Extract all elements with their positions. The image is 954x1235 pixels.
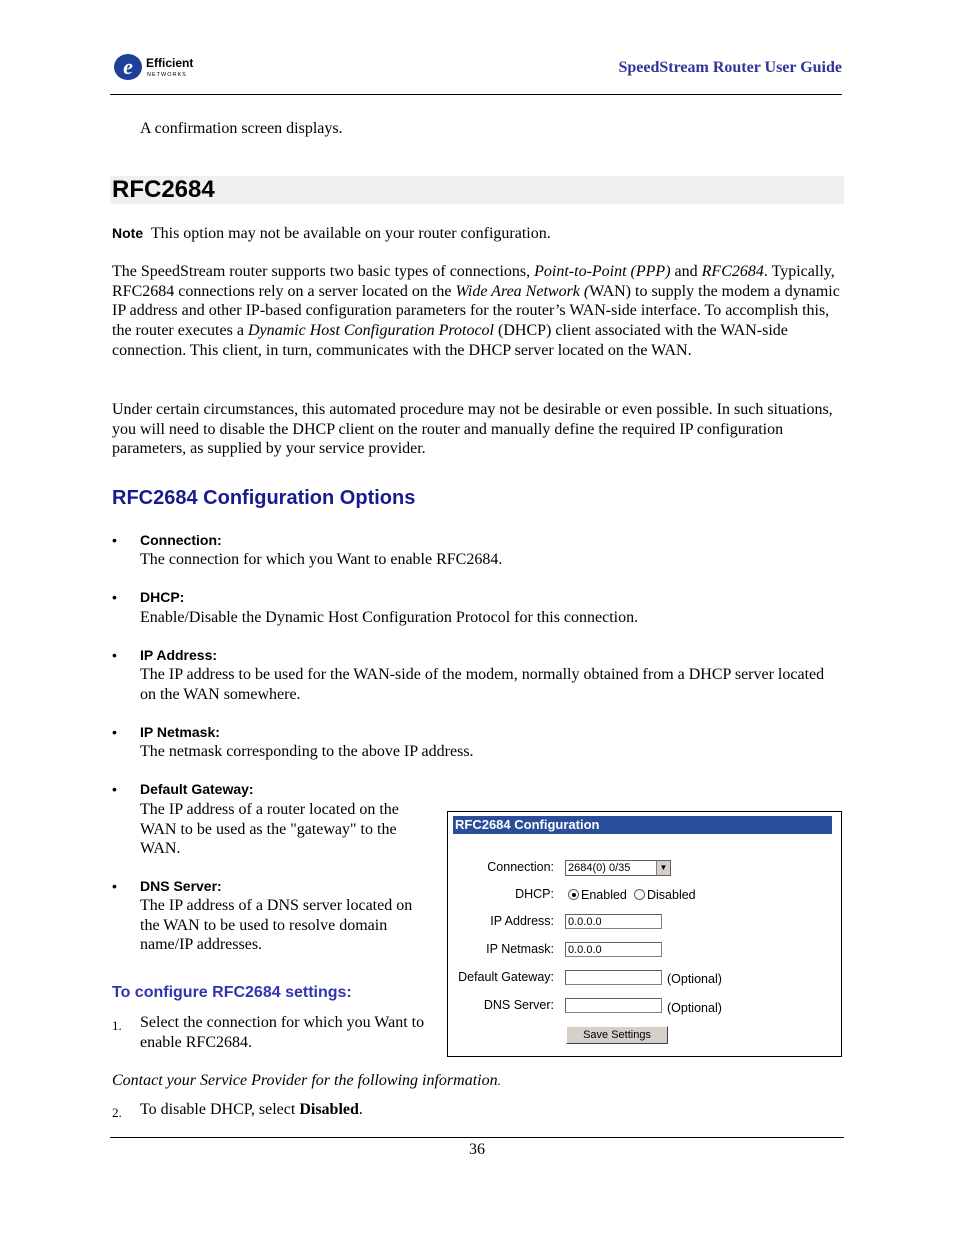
svg-text:e: e [123,54,133,79]
option-desc-ip-netmask: The netmask corresponding to the above IP address. [140,743,474,760]
option-desc-connection: The connection for which you Want to enable RFC2684. [140,551,503,568]
option-desc-ip-address: The IP address to be used for the WAN-side of the modem, normally obtained from a DHCP server located on the WAN somewhere. [140,666,825,703]
bullet: • [112,724,117,740]
option-desc-dhcp: Enable/Disable the Dynamic Host Configuration Protocol for this connection. [140,609,639,626]
bullet: • [112,781,117,797]
option-desc-dns-server: The IP address of a DNS server located on the WAN to be used to resolve domain name/IP addresses. [140,897,413,954]
save-settings-button[interactable]: Save Settings [566,1026,668,1044]
option-label-default-gateway: Default Gateway: [140,781,254,797]
intro-text: A confirmation screen displays. [140,120,343,137]
note [112,224,844,244]
bullet: • [112,589,117,605]
logo-icon [112,50,222,84]
dhcp-enabled-radio[interactable]: Enabled [568,888,627,902]
step-number: 1. [112,1018,122,1033]
paragraph-connections: The SpeedStream router supports two basic types of connections, Point-to-Point (PPP) and RFC2684. Typically, RFC2684 connections rely on a server located on the Wide Area Network (WAN) to supply the modem a dynamic IP address and other IP-based configuration parameters for the router’s WAN-side interface. To accomplish this, the router executes a Dynamic Host Configuration Protocol (DHCP) client associated with the WAN-side connection. This client, in turn, communicates with the DHCP server located on the WAN. [112,263,840,359]
ip-address-input[interactable]: 0.0.0.0 [565,914,662,929]
guide-title: SpeedStream Router User Guide [618,59,842,76]
default-gateway-input[interactable] [565,970,662,985]
option-label-connection: Connection: [140,532,222,548]
option-label-ip-netmask: IP Netmask: [140,724,220,740]
dns-server-optional: (Optional) [667,1001,722,1015]
dns-server-label: DNS Server: [483,998,554,1012]
section-heading-bar [110,176,844,204]
default-gateway-optional: (Optional) [667,972,722,986]
config-panel-title: RFC2684 Configuration [453,816,832,834]
connection-select-value: 2684(0) 0/35 [568,862,631,874]
header-divider [110,94,842,95]
ip-address-label: IP Address: [490,914,554,928]
step-1-text: Select the connection for which you Want to enable RFC2684. [140,1014,425,1051]
option-label-ip-address: IP Address: [140,647,218,663]
ip-netmask-label: IP Netmask: [486,942,554,956]
svg-text:NETWORKS: NETWORKS [147,72,187,78]
note-label: Note [112,225,144,241]
option-label-dhcp: DHCP: [140,589,185,605]
footer-divider [110,1137,844,1138]
bullet: • [112,878,117,894]
connection-label: Connection: [487,860,554,874]
step-2-text: To disable DHCP, select Disabled. [140,1101,363,1118]
option-desc-default-gateway: The IP address of a router located on the WAN to be used as the "gateway" to the WAN. [140,801,399,858]
dhcp-label: DHCP: [515,887,554,901]
dhcp-disabled-radio[interactable]: Disabled [634,888,696,902]
chevron-down-icon[interactable]: ▼ [656,861,670,875]
note-text: This option may not be available on your router configuration. [150,225,551,242]
page-number: 36 [469,1141,485,1158]
dns-server-input[interactable] [565,998,662,1013]
paragraph-circumstances: Under certain circumstances, this automated procedure may not be desirable or even possible. In such situations, you will need to disable the DHCP client on the router and manually define the required IP configuration parameters, as supplied by your service provider. [112,401,833,458]
radio-unselected-icon[interactable] [634,889,645,900]
ip-netmask-input[interactable]: 0.0.0.0 [565,942,662,957]
svg-text:Efficient: Efficient [146,56,194,70]
option-label-dns-server: DNS Server: [140,878,222,894]
section-title: RFC2684 [112,176,215,203]
subsection-title: RFC2684 Configuration Options [112,487,416,509]
efficient-networks-logo [112,50,222,84]
step-number: 2. [112,1105,122,1120]
procedure-title: To configure RFC2684 settings: [112,984,352,1001]
default-gateway-label: Default Gateway: [458,970,554,984]
radio-selected-icon[interactable] [568,889,579,900]
connection-select[interactable] [565,860,671,876]
rfc2684-config-panel [447,811,842,1057]
bullet: • [112,532,117,548]
bullet: • [112,647,117,663]
contact-note: Contact your Service Provider for the following information. [112,1072,501,1089]
